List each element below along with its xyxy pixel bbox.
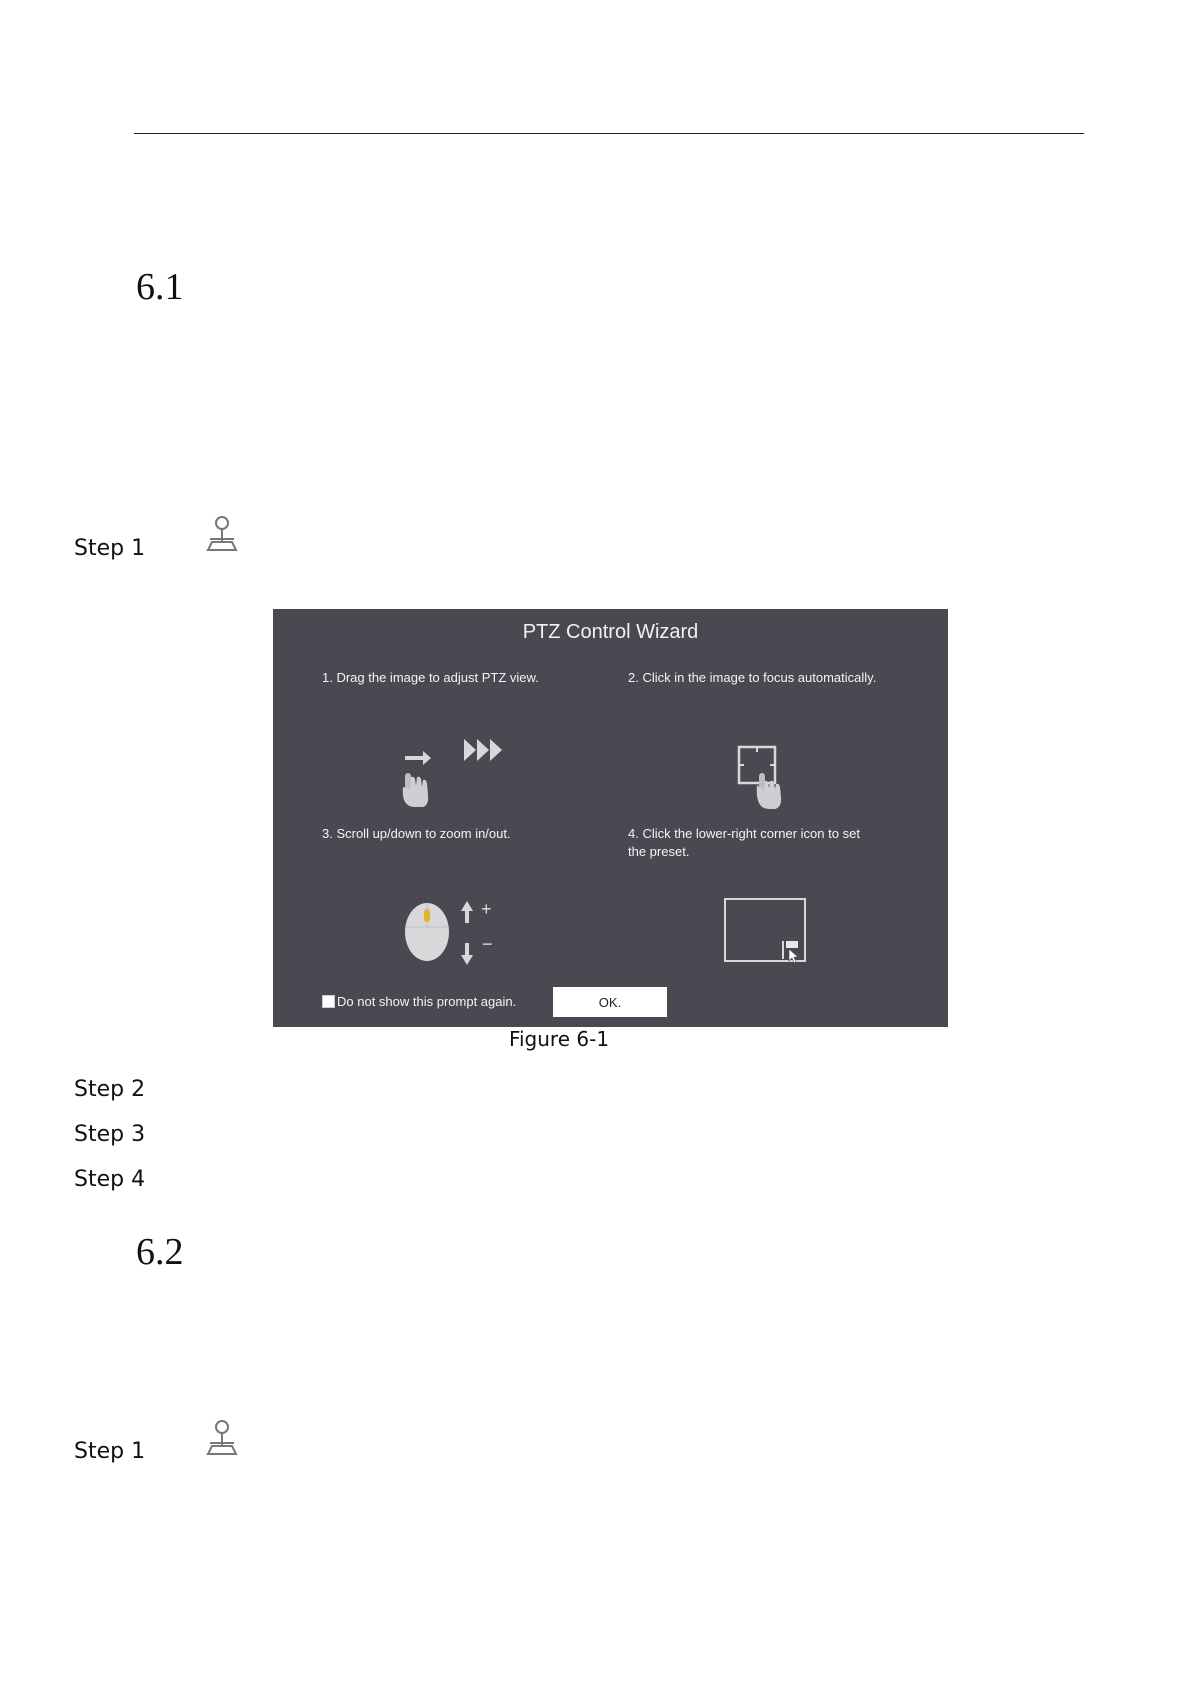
joystick-icon: [204, 1418, 240, 1458]
dont-show-again-checkbox[interactable]: [322, 995, 335, 1008]
zoom-arrows-icon: [459, 899, 499, 967]
zoom-in-symbol: +: [481, 899, 492, 919]
drag-hand-icon: [393, 749, 438, 809]
focus-frame-icon: [737, 745, 787, 811]
dont-show-again-option[interactable]: [322, 994, 516, 1009]
wizard-title: PTZ Control Wizard: [522, 621, 699, 643]
preset-corner-icon: [723, 897, 809, 965]
section-heading-6-2: 6.2: [136, 1231, 184, 1273]
header-rule: [134, 133, 1084, 134]
section-heading-6-1: 6.1: [136, 266, 184, 308]
ptz-control-wizard-dialog: [273, 609, 948, 1027]
zoom-out-symbol: −: [482, 934, 493, 954]
tip-preset-line1: 4. Click the lower-right corner icon to set: [628, 826, 860, 841]
tip-preset-line2: the preset.: [628, 844, 690, 859]
step-4-label: Step 4: [74, 1167, 146, 1192]
figure-caption: Figure 6-1: [508, 1027, 610, 1051]
step-1-label: Step 1: [74, 536, 146, 561]
tip-zoom: 3. Scroll up/down to zoom in/out.: [322, 826, 511, 841]
step-3-label: Step 3: [74, 1122, 146, 1147]
step-2-label: Step 2: [74, 1077, 146, 1102]
dont-show-again-label: Do not show this prompt again.: [337, 994, 517, 1009]
tip-drag: 1. Drag the image to adjust PTZ view.: [322, 670, 539, 685]
mouse-icon: [403, 901, 451, 963]
step-1-label-section-6-2: Step 1: [74, 1439, 146, 1464]
fast-forward-icon: [463, 737, 507, 763]
tip-focus: 2. Click in the image to focus automatically.: [628, 670, 877, 685]
ok-button[interactable]: OK.: [553, 987, 667, 1017]
joystick-icon: [204, 514, 240, 554]
